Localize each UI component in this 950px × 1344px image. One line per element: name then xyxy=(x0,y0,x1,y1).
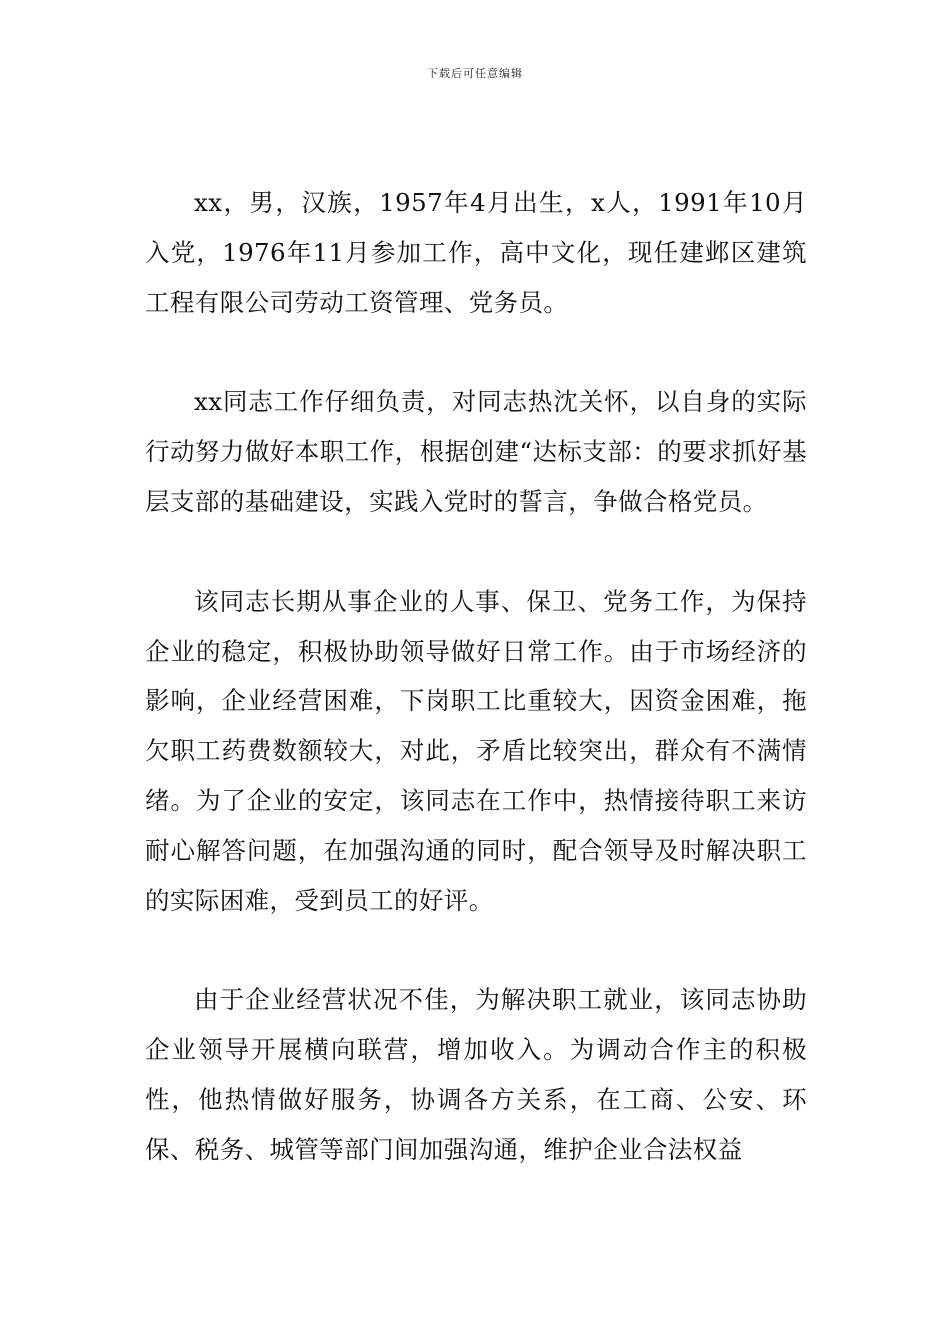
paragraph-profile: xx，男，汉族，1957年4月出生，x人，1991年10月入党，1976年11月参加工作，高中文化，现任建邺区建筑工程有限公司劳动工资管理、党务员。 xyxy=(145,188,807,317)
document-body xyxy=(145,178,807,1225)
paragraph-work-attitude: xx同志工作仔细负责，对同志热沈关怀，以自身的实际行动努力做好本职工作，根据创建“达标支部：的要求抓好基层支部的基础建设，实践入党时的誓言，争做合格党员。 xyxy=(145,387,807,516)
header-note: 下载后可任意编辑 xyxy=(427,67,523,80)
paragraph-employment-assistance: 由于企业经营状况不佳，为解决职工就业，该同志协助企业领导开展横向联营，增加收入。为调动合作主的积极性，他热情做好服务，协调各方关系，在工商、公安、环保、税务、城管等部门间加强沟通，维护企业合法权益 xyxy=(145,985,807,1164)
paragraph-duties: 该同志长期从事企业的人事、保卫、党务工作，为保持企业的稳定，积极协助领导做好日常工作。由于市场经济的影响，企业经营困难，下岗职工比重较大，因资金困难，拖欠职工药费数额较大，对此，矛盾比较突出，群众有不满情绪。为了企业的安定，该同志在工作中，热情接待职工来访耐心解答问题，在加强沟通的同时，配合领导及时解决职工的实际困难，受到员工的好评。 xyxy=(145,586,807,915)
